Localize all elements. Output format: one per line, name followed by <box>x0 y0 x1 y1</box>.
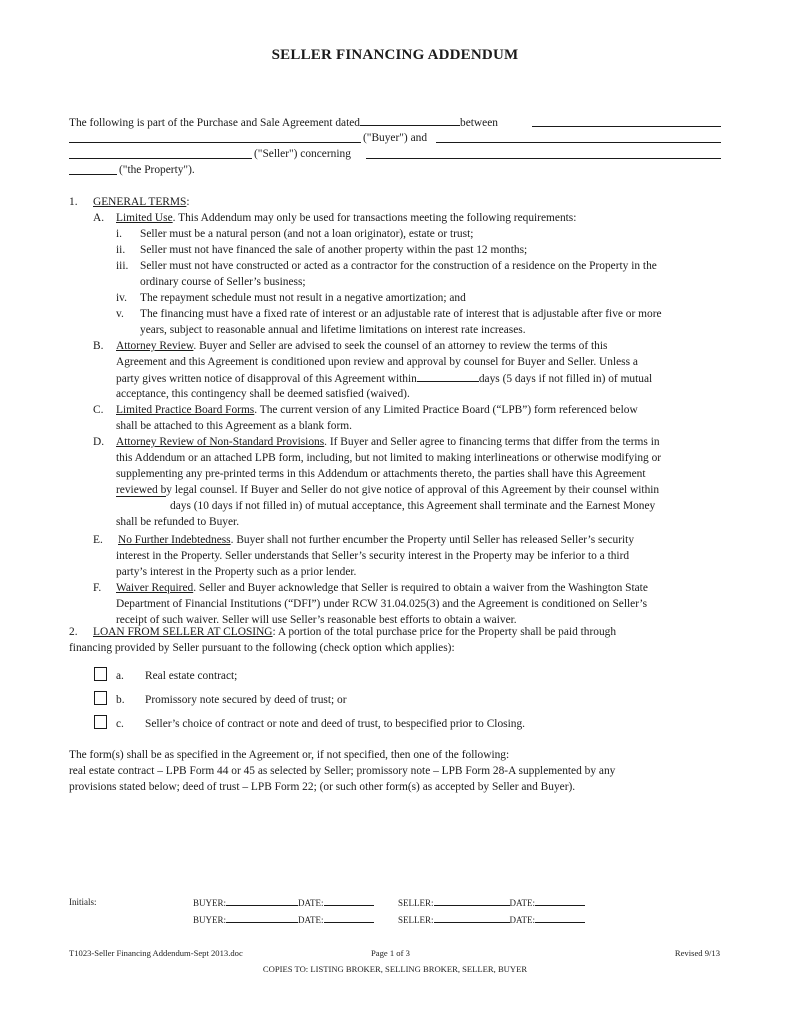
item-A-text <box>116 210 576 226</box>
footer-copies: COPIES TO: LISTING BROKER, SELLING BROKER, SELLER, BUYER <box>262 964 528 974</box>
item-A-body: . This Addendum may only be used for transactions meeting the following requirements: <box>172 212 577 224</box>
option-a-letter: a. <box>116 670 124 682</box>
footer-page-number: Page 1 of 3 <box>371 948 410 958</box>
req-i-text: Seller must be a natural person (and not a loan originator), estate or trust; <box>140 228 474 240</box>
agreement-date-field[interactable] <box>360 114 460 126</box>
item-B-line-3-prefix: party gives written notice of disapproval of this Agreement within <box>116 373 417 385</box>
buyer-initials-field-2[interactable] <box>226 913 298 923</box>
req-iv-num: iv. <box>116 292 127 304</box>
option-b-label: Promissory note secured by deed of trust; or <box>145 694 347 706</box>
forms-line-1: The form(s) shall be as specified in the Agreement or, if not specified, then one of the following: <box>69 749 510 761</box>
initials-row-2-seller <box>398 913 585 926</box>
req-iii-text-1: Seller must not have constructed or acted as a contractor for the construction of a residence on the Property in the <box>140 260 657 272</box>
req-ii-num: ii. <box>116 244 126 256</box>
item-D-body: . If Buyer and Seller agree to financing terms that differ from the terms in <box>324 436 660 448</box>
item-D-line-2: this Addendum or an attached LPB form, including, but not limited to making interlineations or otherwise modifying or <box>116 452 662 464</box>
forms-line-3: provisions stated below; deed of trust – LPB Form 22; (or such other form(s) as accepted by Seller and Buyer). <box>69 781 576 793</box>
seller-label-1: SELLER: <box>398 898 434 908</box>
seller-initials-field-2[interactable] <box>434 913 510 923</box>
buyer-date-field-1[interactable] <box>324 896 374 906</box>
req-ii-text: Seller must not have financed the sale of another property within the past 12 months; <box>140 244 528 256</box>
section-1-number: 1. <box>69 196 78 208</box>
item-C-line-1 <box>116 402 638 418</box>
item-D-line-4: reviewed by legal counsel. If Buyer and Seller do not give notice of approval of this Agreement by their counsel within <box>116 484 660 496</box>
item-B-line-1 <box>116 338 607 354</box>
item-D-heading: Attorney Review of Non-Standard Provisions <box>116 436 325 448</box>
item-E-body: . Buyer shall not further encumber the Property until Seller has released Seller’s security <box>230 534 635 546</box>
item-E-line-3: party’s interest in the Property such as a prior lender. <box>116 566 357 578</box>
item-A-heading: Limited Use <box>116 212 173 224</box>
item-C-body: . The current version of any Limited Practice Board (“LPB”) form referenced below <box>254 404 638 416</box>
req-iii-num: iii. <box>116 260 129 272</box>
section-2-line-1 <box>93 624 616 640</box>
item-F-line-2: Department of Financial Institutions (“DFI”) under RCW 31.04.025(3) and the Agreement is conditioned on Seller’s <box>116 598 648 610</box>
option-c-label: Seller’s choice of contract or note and deed of trust, to bespecified prior to Closing. <box>145 718 526 730</box>
item-A-letter: A. <box>93 212 105 224</box>
item-F-line-1 <box>116 580 648 596</box>
intro-line-1 <box>69 114 498 131</box>
item-D-line-3: supplementing any pre-printed terms in this Addendum or attachments thereto, the parties shall have this Agreement <box>116 468 646 480</box>
seller-initials-field-1[interactable] <box>434 896 510 906</box>
attorney-review-days-field[interactable] <box>417 370 479 382</box>
seller-label: ("Seller") concerning <box>254 148 351 160</box>
item-B-line-4: acceptance, this contingency shall be deemed satisfied (waived). <box>116 388 410 400</box>
item-B-letter: B. <box>93 340 104 352</box>
date-label-2: DATE: <box>509 898 535 908</box>
footer-revised: Revised 9/13 <box>674 948 720 958</box>
option-b-letter: b. <box>116 694 125 706</box>
seller-name-field[interactable] <box>436 142 721 143</box>
footer-filename: T1023-Seller Financing Addendum-Sept 2013.doc <box>69 948 243 958</box>
section-2-heading: LOAN FROM SELLER AT CLOSING <box>93 626 273 638</box>
item-C-letter: C. <box>93 404 104 416</box>
req-v-text-1: The financing must have a fixed rate of interest or an adjustable rate of interest that is adjustable after five or more <box>140 308 662 320</box>
item-D-letter: D. <box>93 436 105 448</box>
item-E-line-2: interest in the Property. Seller understands that Seller’s security interest in the Property may be inferior to a third <box>116 550 630 562</box>
item-D-line-6: shall be refunded to Buyer. <box>116 516 240 528</box>
colon: : <box>186 196 190 208</box>
item-B-heading: Attorney Review <box>116 340 194 352</box>
item-B-line-2: Agreement and this Agreement is conditioned upon review and approval by counsel for Buyer and Seller. Unless a <box>116 356 638 368</box>
item-E-heading: No Further Indebtedness <box>118 534 231 546</box>
item-C-heading: Limited Practice Board Forms <box>116 404 255 416</box>
initials-row-1 <box>193 896 374 909</box>
item-F-line-3: receipt of such waiver. Seller will use Seller’s reasonable best efforts to obtain a waiver. <box>116 614 517 626</box>
date-label-3: DATE: <box>298 915 324 925</box>
section-2-number: 2. <box>69 626 78 638</box>
section-1-heading <box>93 194 190 210</box>
item-B-line-3 <box>116 370 652 387</box>
item-D-line-1 <box>116 434 660 450</box>
seller-date-field-1[interactable] <box>535 896 585 906</box>
initials-row-2 <box>193 913 374 926</box>
property-continuation-field[interactable] <box>69 174 117 175</box>
option-a-checkbox[interactable] <box>94 667 107 681</box>
item-E-letter: E. <box>93 534 103 546</box>
date-label-1: DATE: <box>298 898 324 908</box>
option-c-letter: c. <box>116 718 124 730</box>
req-i-num: i. <box>116 228 123 240</box>
section-1-heading-text: GENERAL TERMS <box>93 196 187 208</box>
item-D-line-5: days (10 days if not filled in) of mutual acceptance, this Agreement shall terminate and the Earnest Money <box>170 500 656 512</box>
buyer-date-field-2[interactable] <box>324 913 374 923</box>
option-a-label: Real estate contract; <box>145 670 238 682</box>
counsel-approval-days-field[interactable] <box>116 496 166 497</box>
intro-text: The following is part of the Purchase and Sale Agreement dated <box>69 117 361 129</box>
buyer-label: ("Buyer") and <box>363 132 428 144</box>
buyer-name-field[interactable] <box>69 142 361 143</box>
initials-row-1-seller <box>398 896 585 909</box>
item-B-body: . Buyer and Seller are advised to seek the counsel of an attorney to review the terms of this <box>193 340 608 352</box>
req-v-text-2: years, subject to reasonable annual and lifetime limitations on interest rate increases. <box>140 324 526 336</box>
option-c-checkbox[interactable] <box>94 715 107 729</box>
option-b-checkbox[interactable] <box>94 691 107 705</box>
document-title: SELLER FINANCING ADDENDUM <box>271 47 519 63</box>
section-2-body: : A portion of the total purchase price for the Property shall be paid through <box>272 626 617 638</box>
req-iii-text-2: ordinary course of Seller’s business; <box>140 276 306 288</box>
buyer-label-1: BUYER: <box>193 898 227 908</box>
date-label-4: DATE: <box>509 915 535 925</box>
section-2-line-2: financing provided by Seller pursuant to the following (check option which applies): <box>69 642 455 654</box>
req-iv-text: The repayment schedule must not result in a negative amortization; and <box>140 292 466 304</box>
item-F-letter: F. <box>93 582 102 594</box>
between-label: between <box>460 117 498 129</box>
seller-date-field-2[interactable] <box>535 913 585 923</box>
party-field-1[interactable] <box>532 126 721 127</box>
item-B-line-3-suffix: days (5 days if not filled in) of mutual <box>478 373 653 385</box>
initials-label: Initials: <box>69 897 97 907</box>
forms-line-2: real estate contract – LPB Form 44 or 45 as selected by Seller; promissory note – LPB Form 28-A supplemented by any <box>69 765 616 777</box>
property-field[interactable] <box>366 158 721 159</box>
item-E-line-1 <box>118 532 634 548</box>
buyer-label-2: BUYER: <box>193 915 227 925</box>
item-C-line-2: shall be attached to this Agreement as a blank form. <box>116 420 352 432</box>
item-F-body: . Seller and Buyer acknowledge that Seller is required to obtain a waiver from the Washington State <box>193 582 648 594</box>
buyer-initials-field-1[interactable] <box>226 896 298 906</box>
req-v-num: v. <box>116 308 124 320</box>
seller-label-2: SELLER: <box>398 915 434 925</box>
item-F-heading: Waiver Required <box>116 582 194 594</box>
property-label: ("the Property"). <box>119 164 195 176</box>
seller-name-continuation-field[interactable] <box>69 158 252 159</box>
